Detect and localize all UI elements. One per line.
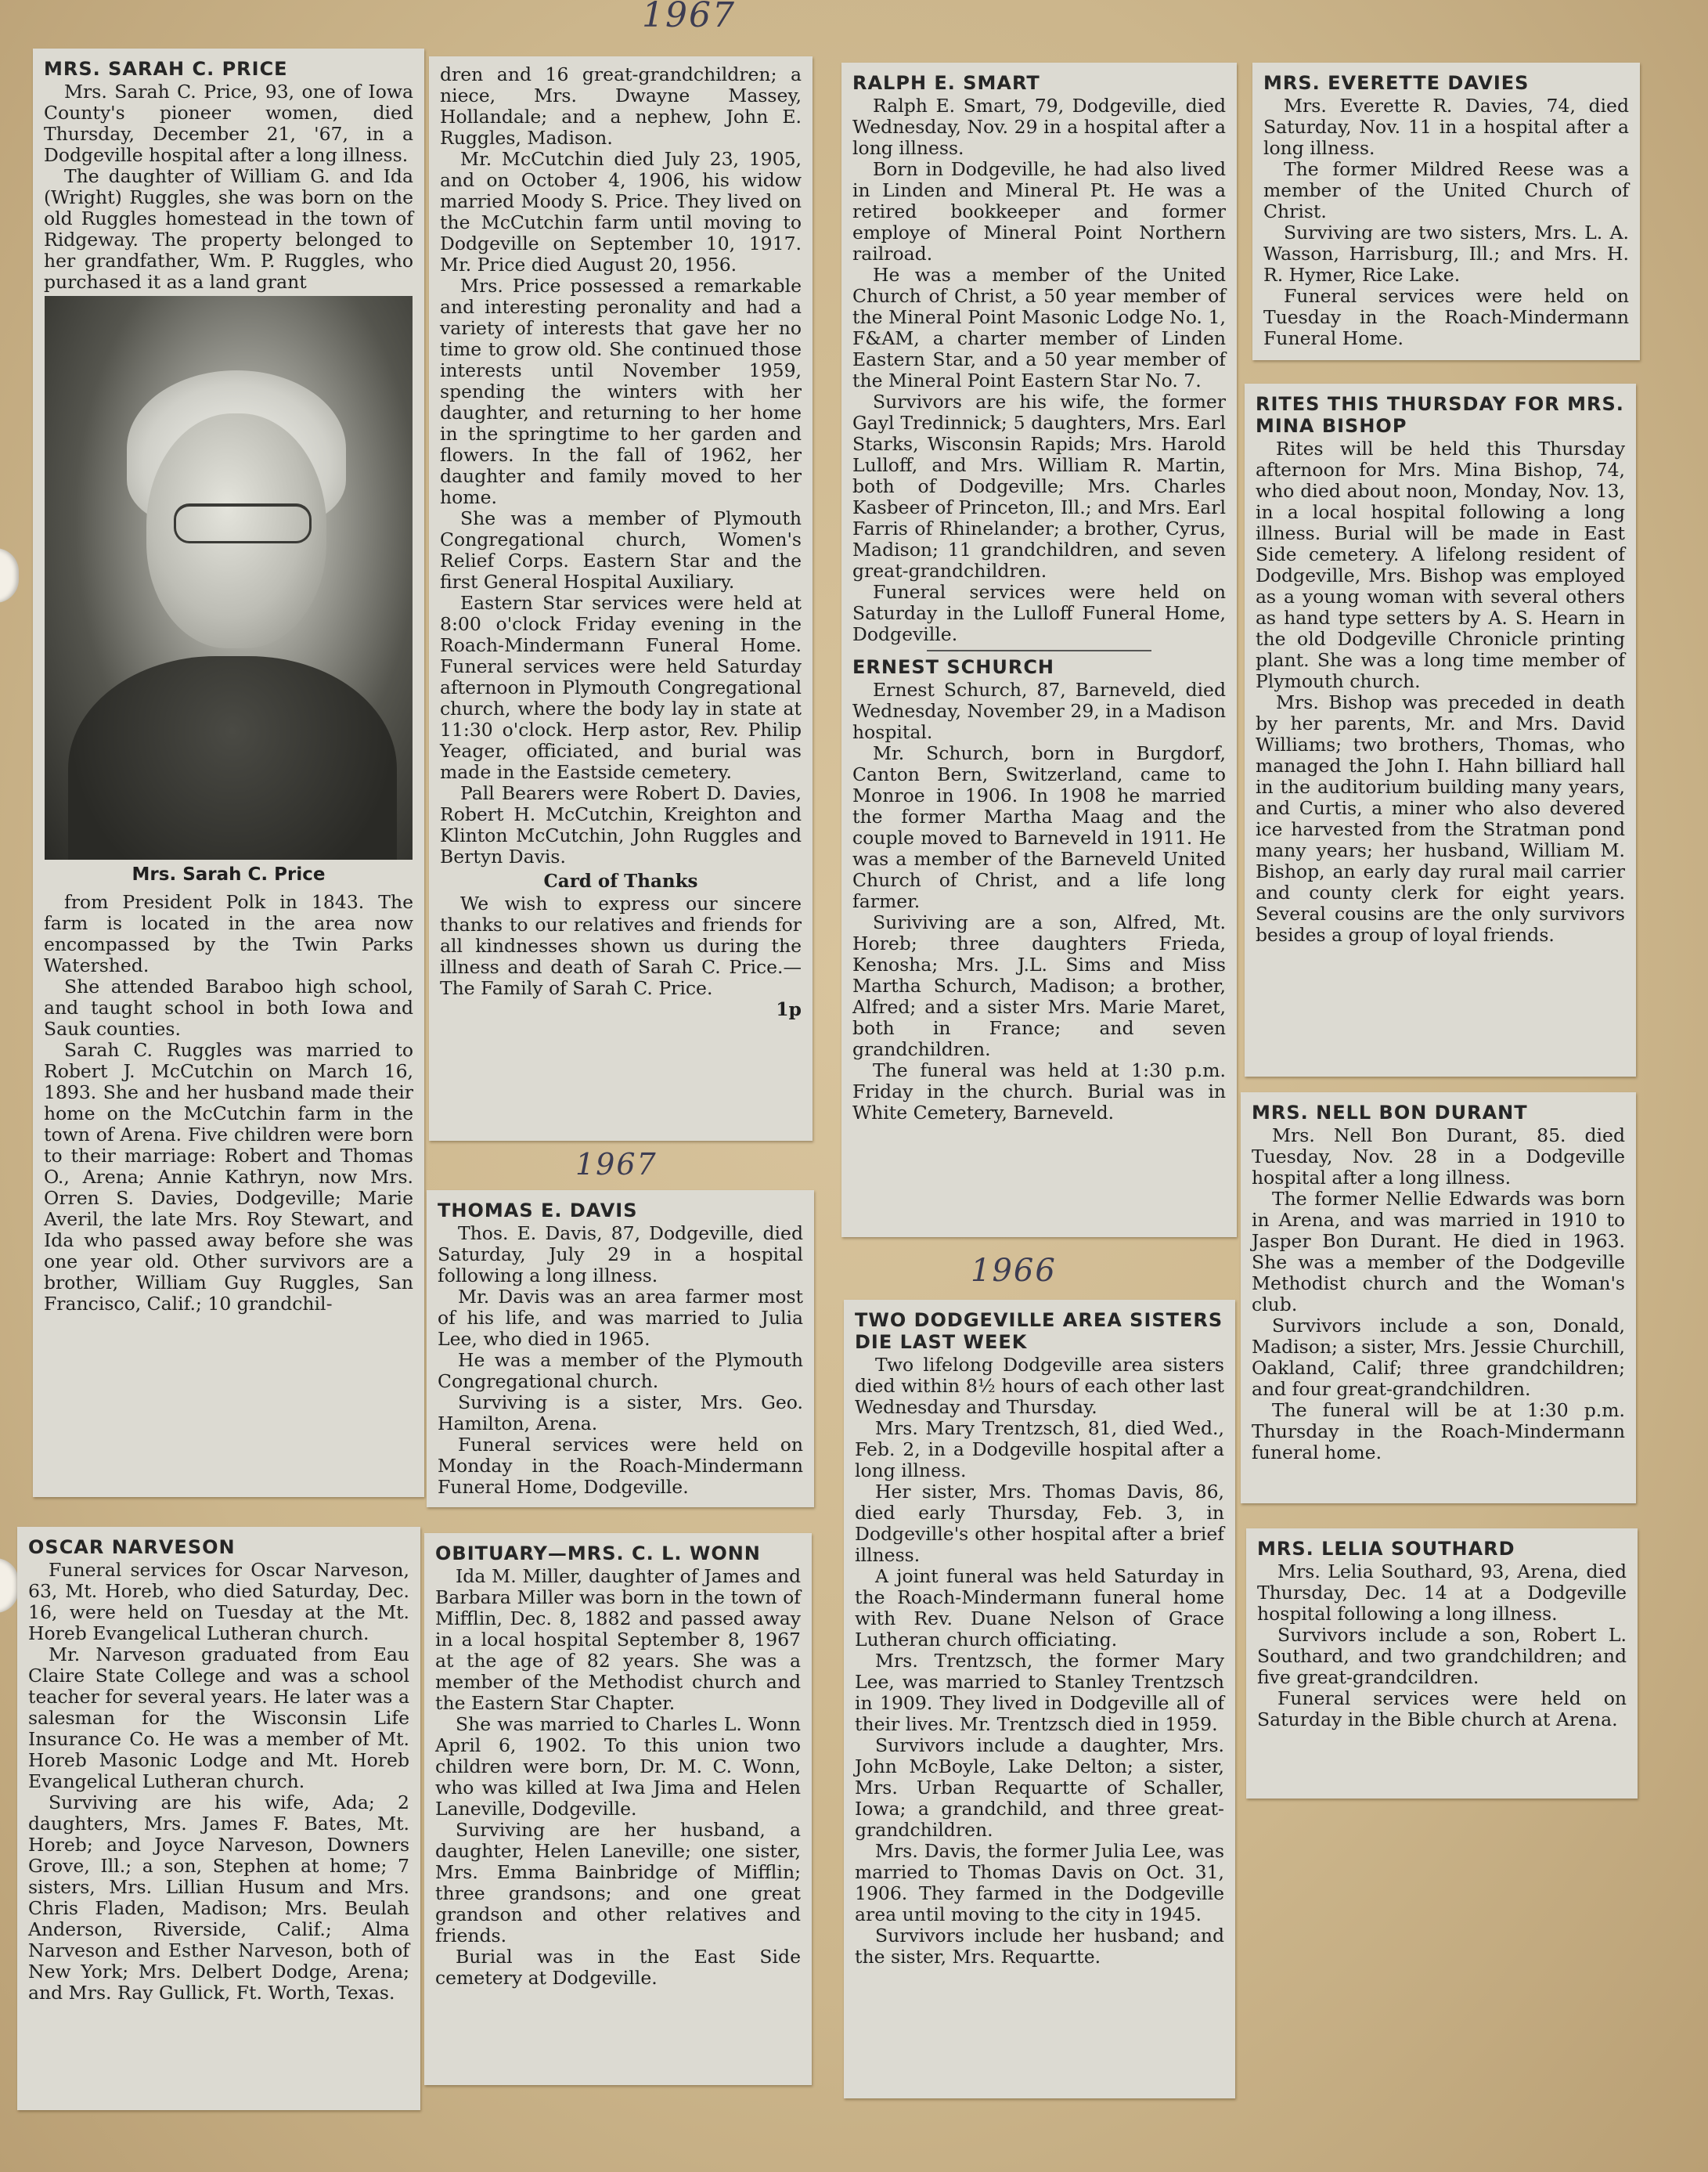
paragraph: Mrs. Bishop was preceded in death by her parents, Mr. and Mrs. David Williams; two brothers, Thomas, who managed the John I. Hahn billiard hall in the auditorium building many years, and Curtis, a miner who also devered ice harvested from the Stratman pond many years; her husband, William M. Bishop, an early day rural mail carrier and county clerk for eight years. Several cousins are the only survivors besides a group of loyal friends. [1256, 691, 1625, 946]
clipping-two-sisters [844, 1300, 1235, 2098]
paragraph: A joint funeral was held Saturday in the Roach-Mindermann funeral home with Rev. Duane Nelson of Grace Lutheran church officiating. [855, 1565, 1224, 1651]
paragraph: The former Mildred Reese was a member of the United Church of Christ. [1263, 158, 1629, 222]
paragraph: Sarah C. Ruggles was married to Robert J. McCutchin on March 16, 1893. She and her husband made their home on the McCutchin farm in the town of Arena. Five children were born to their marriage: Robert and Thomas O., Arena; Annie Kathryn, now Mrs. Orren S. Davies, Dodgeville; Marie Averil, the late Mrs. Roy Stewart, and Ida who passed away before she was one year old. Other survivors are a brother, William Guy Ruggles, San Francisco, Calif.; 10 grandchil- [44, 1039, 413, 1315]
paragraph: Suriviving are a son, Alfred, Mt. Horeb; three daughters Frieda, Kenosha; Mrs. J.L. Sims and Miss Martha Schurch, Madison; a brother, Alfred; and a sister Mrs. Marie Maret, both in France; and seven grandchildren. [852, 911, 1226, 1060]
paragraph: Surviving is a sister, Mrs. Geo. Hamilton, Arena. [438, 1391, 803, 1434]
paragraph: She was a member of Plymouth Congregational church, Women's Relief Corps. Eastern Star and the first General Hospital Auxiliary. [440, 507, 802, 593]
clipping-oscar-narveson [17, 1527, 420, 2110]
paragraph: Eastern Star services were held at 8:00 o'clock Friday evening in the Roach-Mindermann Funeral Home. Funeral services were held Saturday afternoon in Plymouth Congregational church, where the body lay in state at 11:30 o'clock. Herp astor, Rev. Philip Yeager, officiated, and burial was made in the Eastside cemetery. [440, 592, 802, 783]
paragraph: Funeral services were held on Tuesday in the Roach-Mindermann Funeral Home. [1263, 285, 1629, 349]
paragraph: Pall Bearers were Robert D. Davies, Robert H. McCutchin, Kreighton and Klinton McCutchin, John Ruggles and Bertyn Davis. [440, 782, 802, 868]
paragraph: The former Nellie Edwards was born in Arena, and was married in 1910 to Jasper Bon Durant. He died in 1963. She was a member of the Dodgeville Methodist church and the Woman's club. [1252, 1188, 1625, 1315]
paragraph: Funeral services for Oscar Narveson, 63, Mt. Horeb, who died Saturday, Dec. 16, were held on Tuesday at the Mt. Horeb Evangelical Lutheran church. [28, 1559, 409, 1644]
paragraph: dren and 16 great-grandchildren; a niece, Mrs. Dwayne Massey, Hollandale; and a nephew, John E. Ruggles, Madison. [440, 63, 802, 149]
clipping-heading: OSCAR NARVESON [28, 1536, 236, 1558]
clipping-thomas-davis [427, 1190, 814, 1507]
paragraph: Mrs. Price possessed a remarkable and interesting peronality and had a variety of interests that gave her no time to grow old. She continued those interests until November 1959, spending the winters with her daughter, and returning to her home in the springtime to her garden and flowers. In the fall of 1962, her daughter and family moved to her home. [440, 275, 802, 508]
paragraph: Mr. McCutchin died July 23, 1905, and on October 4, 1906, his widow married Moody S. Price. They lived on the McCutchin farm until moving to Dodgeville on September 10, 1917. Mr. Price died August 20, 1956. [440, 148, 802, 276]
paragraph: He was a member of the Plymouth Congregational church. [438, 1349, 803, 1392]
paragraph: The daughter of William G. and Ida (Wright) Ruggles, she was born on the old Ruggles homestead in the town of Ridgeway. The property belonged to her grandfather, Wm. P. Ruggles, who purchased it as a land grant [44, 165, 413, 293]
card-of-thanks-title: Card of Thanks [543, 871, 698, 892]
paragraph: She attended Baraboo high school, and taught school in both Iowa and Sauk counties. [44, 976, 413, 1040]
photo-figure [174, 503, 312, 543]
paragraph: Born in Dodgeville, he had also lived in Linden and Mineral Pt. He was a retired bookkeeper and former employe of Mineral Point Northern railroad. [852, 158, 1226, 265]
paragraph: Mrs. Everette R. Davies, 74, died Saturday, Nov. 11 in a hospital after a long illness. [1263, 95, 1629, 159]
handwritten-year: 1966 [971, 1253, 1057, 1289]
clipping-heading: OBITUARY—MRS. C. L. WONN [435, 1542, 761, 1564]
paragraph: He was a member of the United Church of Christ, a 50 year member of the Mineral Point Masonic Lodge No. 1, F&AM, a charter member of Linden Eastern Star, and a 50 year member of the Mineral Point Eastern Star No. 7. [852, 264, 1226, 391]
paragraph: Surviving are two sisters, Mrs. L. A. Wasson, Harrisburg, Ill.; and Mrs. H. R. Hymer, Rice Lake. [1263, 222, 1629, 286]
paragraph: Survivors include a son, Donald, Madison; a sister, Mrs. Jessie Churchill, Oakland, Calif; three grandchildren; and four great-grandchildren. [1252, 1315, 1625, 1400]
paragraph: Thos. E. Davis, 87, Dodgeville, died Saturday, July 29 in a hospital following a long illness. [438, 1222, 803, 1286]
clipping-heading: RALPH E. SMART [852, 72, 1040, 94]
paragraph: Survivors include her husband; and the sister, Mrs. Requartte. [855, 1925, 1224, 1968]
clipping-heading: MRS. SARAH C. PRICE [44, 58, 288, 80]
paragraph: Mrs. Mary Trentzsch, 81, died Wed., Feb. 2, in a Dodgeville hospital after a long illness. [855, 1417, 1224, 1481]
paragraph: Surviving are his wife, Ada; 2 daughters, Mrs. James F. Bates, Mt. Horeb; and Joyce Narveson, Downers Grove, Ill.; a son, Stephen at home; 7 sisters, Mrs. Lillian Husum and Mrs. Chris Fladen, Madison; Mrs. Beulah Anderson, Riverside, Calif.; Alma Narveson and Esther Narveson, both of New York; Mrs. Delbert Dodge, Arena; and Mrs. Ray Gullick, Ft. Worth, Texas. [28, 1791, 409, 2004]
clipping-heading: MRS. NELL BON DURANT [1252, 1102, 1528, 1124]
clipping-smart-schurch [841, 63, 1237, 1237]
paragraph: Mrs. Lelia Southard, 93, Arena, died Thursday, Dec. 14 at a Dodgeville hospital following a long illness. [1257, 1560, 1627, 1625]
paragraph: from President Polk in 1843. The farm is located in the area now encompassed by the Twin Parks Watershed. [44, 891, 413, 976]
clipping-heading: TWO DODGEVILLE AREA SISTERS DIE LAST WEEK [855, 1309, 1223, 1353]
binder-hole [0, 548, 19, 603]
paragraph: Her sister, Mrs. Thomas Davis, 86, died early Thursday, Feb. 3, in Dodgeville's other hospital after a brief illness. [855, 1481, 1224, 1566]
paragraph: Mrs. Sarah C. Price, 93, one of Iowa County's pioneer women, died Thursday, December 21, '67, in a Dodgeville hospital after a long illness. [44, 81, 413, 166]
paragraph: Mrs. Trentzsch, the former Mary Lee, was married to Stanley Trentzsch in 1909. They lived in Dodgeville all of their lives. Mr. Trentzsch died in 1959. [855, 1650, 1224, 1735]
paragraph: We wish to express our sincere thanks to our relatives and friends for all kindnesses shown us during the illness and death of Sarah C. Price.—The Family of Sarah C. Price. [440, 893, 802, 999]
paragraph: Funeral services were held on Monday in the Roach-Mindermann Funeral Home, Dodgeville. [438, 1434, 803, 1498]
clipping-heading: MRS. LELIA SOUTHARD [1257, 1538, 1515, 1560]
paragraph: She was married to Charles L. Wonn April 6, 1902. To this union two children were born, Dr. M. C. Wonn, who was killed at Iwa Jima and Helen Laneville, Dodgeville. [435, 1713, 801, 1820]
clipping-mina-bishop [1245, 384, 1636, 1077]
paragraph: Mrs. Davis, the former Julia Lee, was married to Thomas Davis on Oct. 31, 1906. They farmed in the Dodgeville area until moving to the city in 1945. [855, 1840, 1224, 1925]
photo-caption: Mrs. Sarah C. Price [132, 864, 326, 885]
paragraph: Ida M. Miller, daughter of James and Barbara Miller was born in the town of Mifflin, Dec. 8, 1882 and passed away in a local hospital September 8, 1967 at the age of 82 years. She was a member of the Methodist church and the Eastern Star Chapter. [435, 1565, 801, 1714]
paragraph: Mr. Schurch, born in Burgdorf, Canton Bern, Switzerland, came to Monroe in 1906. In 1908 he married the former Martha Maag and the couple moved to Barneveld in 1911. He was a member of the Barneveld United Church of Christ, and a life long farmer. [852, 742, 1226, 912]
handwritten-year: 1967 [575, 1147, 658, 1182]
clipping-heading: RITES THIS THURSDAY FOR MRS. MINA BISHOP [1256, 393, 1624, 437]
paragraph: The funeral was held at 1:30 p.m. Friday in the church. Burial was in White Cemetery, Barneveld. [852, 1059, 1226, 1124]
paragraph: Burial was in the East Side cemetery at Dodgeville. [435, 1946, 801, 1989]
paragraph: Mr. Davis was an area farmer most of his life, and was married to Julia Lee, who died in 1965. [438, 1286, 803, 1350]
clipping-sarah-price [33, 49, 424, 1497]
photo-figure [68, 656, 397, 860]
binder-hole [0, 1558, 19, 1613]
ad-tag: 1p [776, 998, 802, 1020]
paragraph: Survivors include a son, Robert L. Southard, and two grandchildren; and five great-grandcildren. [1257, 1624, 1627, 1688]
paragraph: Survivors include a daughter, Mrs. John McBoyle, Lake Delton; a sister, Mrs. Urban Requartte of Schaller, Iowa; a grandchild, and three great-grandchildren. [855, 1734, 1224, 1841]
clipping-heading: MRS. EVERETTE DAVIES [1263, 72, 1530, 94]
paragraph: Funeral services were held on Saturday in the Lulloff Funeral Home, Dodgeville. [852, 581, 1226, 645]
paragraph: Two lifelong Dodgeville area sisters died within 8½ hours of each other last Wednesday and Thursday. [855, 1354, 1224, 1418]
clipping-nell-bon-durant [1241, 1092, 1636, 1503]
paragraph: Rites will be held this Thursday afternoon for Mrs. Mina Bishop, 74, who died about noon, Monday, Nov. 13, in a local hospital following a long illness. Burial will be made in East Side cemetery. A lifelong resident of Dodgeville, Mrs. Bishop was employed as a young woman with several others as hand type setters by A. S. Hearn in the old Dodgeville Chronicle printing plant. She was a long time member of Plymouth church. [1256, 438, 1625, 692]
paragraph: Survivors are his wife, the former Gayl Tredinnick; 5 daughters, Mrs. Earl Starks, Wisconsin Rapids; Mrs. Harold Lulloff, and Mrs. William R. Martin, both of Dodgeville; Mrs. Charles Kasbeer of Princeton, Ill.; and Mrs. Earl Farris of Rhinelander; a brother, Cyrus, Madison; 11 grandchildren, and seven great-grandchildren. [852, 391, 1226, 582]
paragraph: Mr. Narveson graduated from Eau Claire State College and was a school teacher for several years. He later was a salesman for the Wisconsin Life Insurance Co. He was a member of Mt. Horeb Masonic Lodge and Mt. Horeb Evangelical Lutheran church. [28, 1643, 409, 1792]
divider [927, 650, 1151, 651]
clipping-wonn [424, 1533, 812, 2085]
paragraph: The funeral will be at 1:30 p.m. Thursday in the Roach-Mindermann funeral home. [1252, 1399, 1625, 1463]
clipping-lelia-southard [1246, 1528, 1638, 1799]
clipping-heading: THOMAS E. DAVIS [438, 1200, 638, 1221]
paragraph: Ralph E. Smart, 79, Dodgeville, died Wednesday, Nov. 29 in a hospital after a long illness. [852, 95, 1226, 159]
clipping-sarah-price-continued [429, 56, 813, 1141]
portrait-photo [45, 296, 413, 860]
handwritten-year: 1967 [642, 0, 736, 35]
paragraph: Surviving are her husband, a daughter, Helen Laneville; one sister, Mrs. Emma Bainbridge of Mifflin; three grandsons; and one great grandson and other relatives and friends. [435, 1819, 801, 1947]
paragraph: Funeral services were held on Saturday in the Bible church at Arena. [1257, 1687, 1627, 1730]
clipping-everette-davies [1252, 63, 1640, 360]
paragraph: Ernest Schurch, 87, Barneveld, died Wednesday, November 29, in a Madison hospital. [852, 679, 1226, 743]
clipping-heading: ERNEST SCHURCH [852, 656, 1055, 678]
paragraph: Mrs. Nell Bon Durant, 85. died Tuesday, Nov. 28 in a Dodgeville hospital after a long illness. [1252, 1124, 1625, 1189]
